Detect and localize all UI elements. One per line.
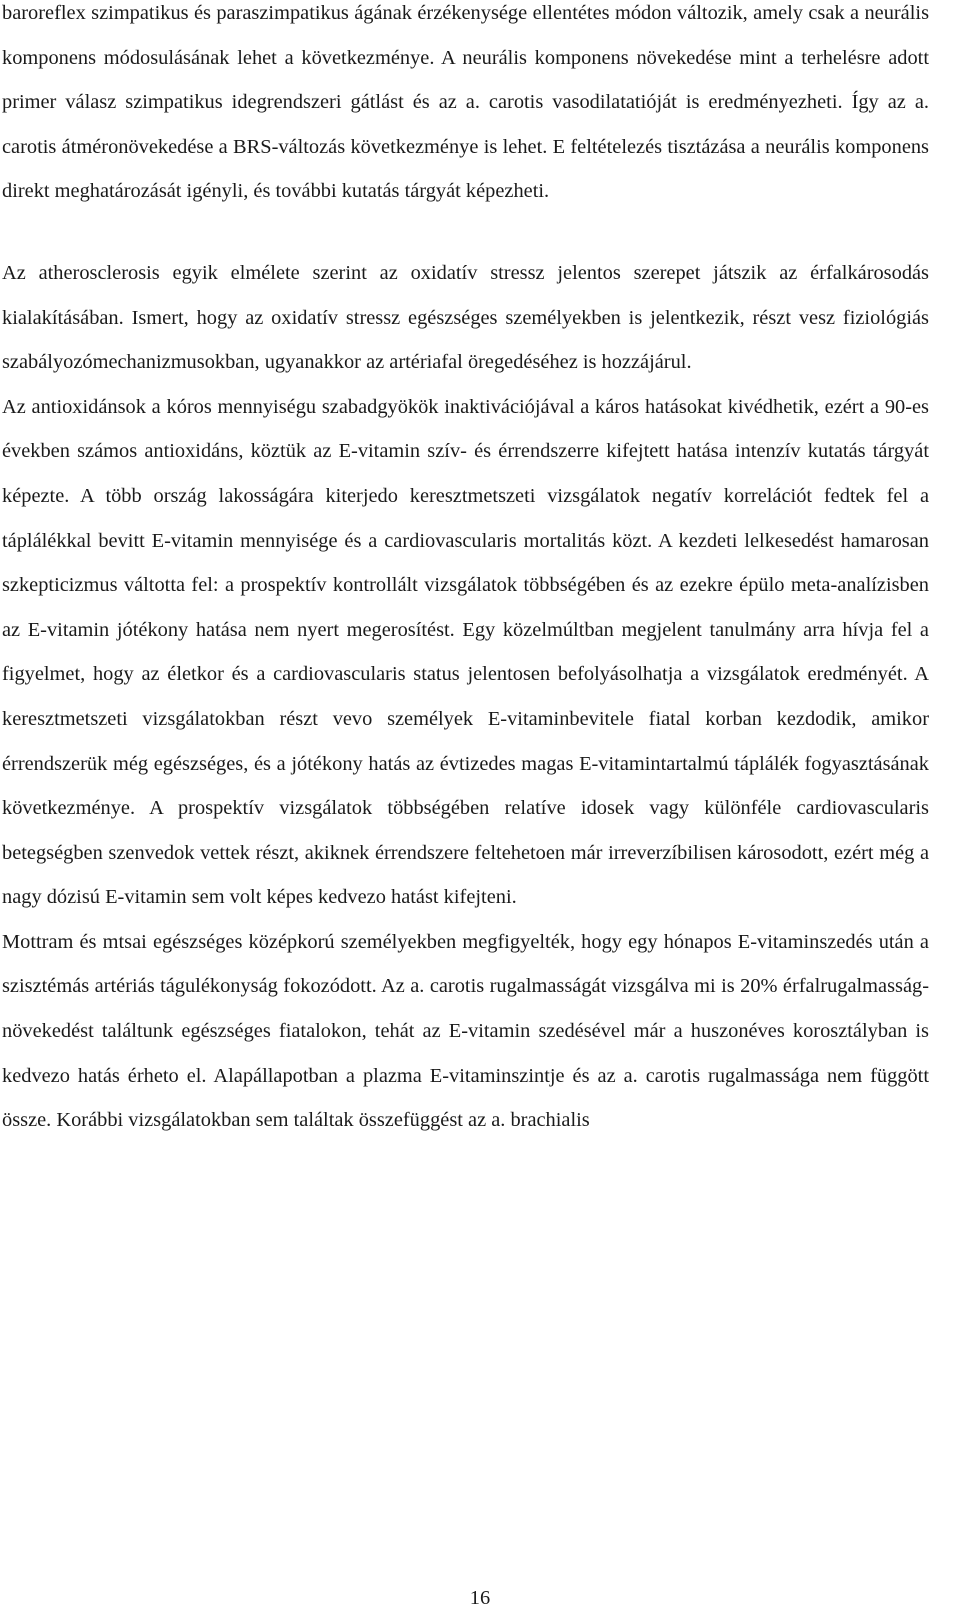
paragraph-antioxidants: Az antioxidánsok a kóros mennyiségu szabadgyökök inaktivációjával a káros hatásokat kivédhetik, ezért a 90-es években számos antioxidáns, köztük az E-vitamin szív- és érrendszerre kifejtett hatása intenzív kutatás tárgyát képezte. A több ország lakosságára kiterjedo keresztmetszeti vizsgálatok negatív korrelációt fedtek fel a táplálékkal bevitt E-vitamin mennyisége és a cardiovascularis mortalitás közt. A kezdeti lelkesedést hamarosan szkepticizmus váltotta fel: a prospektív kontrollált vizsgálatok többségében és az ezekre épülo meta-analízisben az E-vitamin jótékony hatása nem nyert megerosítést. Egy közelmúltban megjelent tanulmány arra hívja fel a figyelmet, hogy az életkor és a cardiovascularis status jelentosen befolyásolhatja a vizsgálatok eredményét. A keresztmetszeti vizsgálatokban részt vevo személyek E-vitaminbevitele fiatal korban kezdodik, amikor érrendszerük még egészséges, és a jótékony hatás az évtizedes magas E-vitamintartalmú táplálék fogyasztásának következménye. A prospektív vizsgálatok többségében relatíve idosek vagy különféle cardiovascularis betegségben szenvedok vettek részt, akiknek érrendszere feltehetoen már irreverzíbilisen károsodott, ezért még a nagy dózisú E-vitamin sem volt képes kedvezo hatást kifejteni. xyxy=(2,395,929,909)
paragraph-atherosclerosis: Az atherosclerosis egyik elmélete szerint az oxidatív stressz jelentos szerepet játszik az érfalkárosodás kialakításában. Ismert, hogy az oxidatív stressz egészséges személyekben is jelentkezik, részt vesz fiziológiás szabályozómechanizmusokban, ugyanakkor az artériafal öregedéséhez is hozzájárul. xyxy=(2,261,929,374)
page-number: 16 xyxy=(469,1587,491,1609)
paragraph-mottram: Mottram és mtsai egészséges középkorú személyekben megfigyelték, hogy egy hónapos E-vitaminszedés után a szisztémás artériás tágulékonyság fokozódott. Az a. carotis rugalmasságát vizsgálva mi is 20% érfalrugalmasság-növekedést találtunk egészséges fiatalokon, tehát az E-vitamin szedésével már a huszonéves korosztályban is kedvezo hatás érheto el. Alapállapotban a plazma E-vitaminszintje és az a. carotis rugalmassága nem függött össze. Korábbi vizsgálatokban sem találtak összefüggést az a. brachialis xyxy=(2,930,929,1132)
paragraph-baroreflex: baroreflex szimpatikus és paraszimpatikus ágának érzékenysége ellentétes módon változik, amely csak a neurális komponens módosulásának lehet a következménye. A neurális komponens növekedése mint a terhelésre adott primer válasz szimpatikus idegrendszeri gátlást és az a. carotis vasodilatatióját is eredményezheti. Így az a. carotis átméronövekedése a BRS-változás következménye is lehet. E feltételezés tisztázása a neurális komponens direkt meghatározását igényli, és további kutatás tárgyát képezheti. xyxy=(2,2,929,203)
body-text xyxy=(2,0,929,1143)
